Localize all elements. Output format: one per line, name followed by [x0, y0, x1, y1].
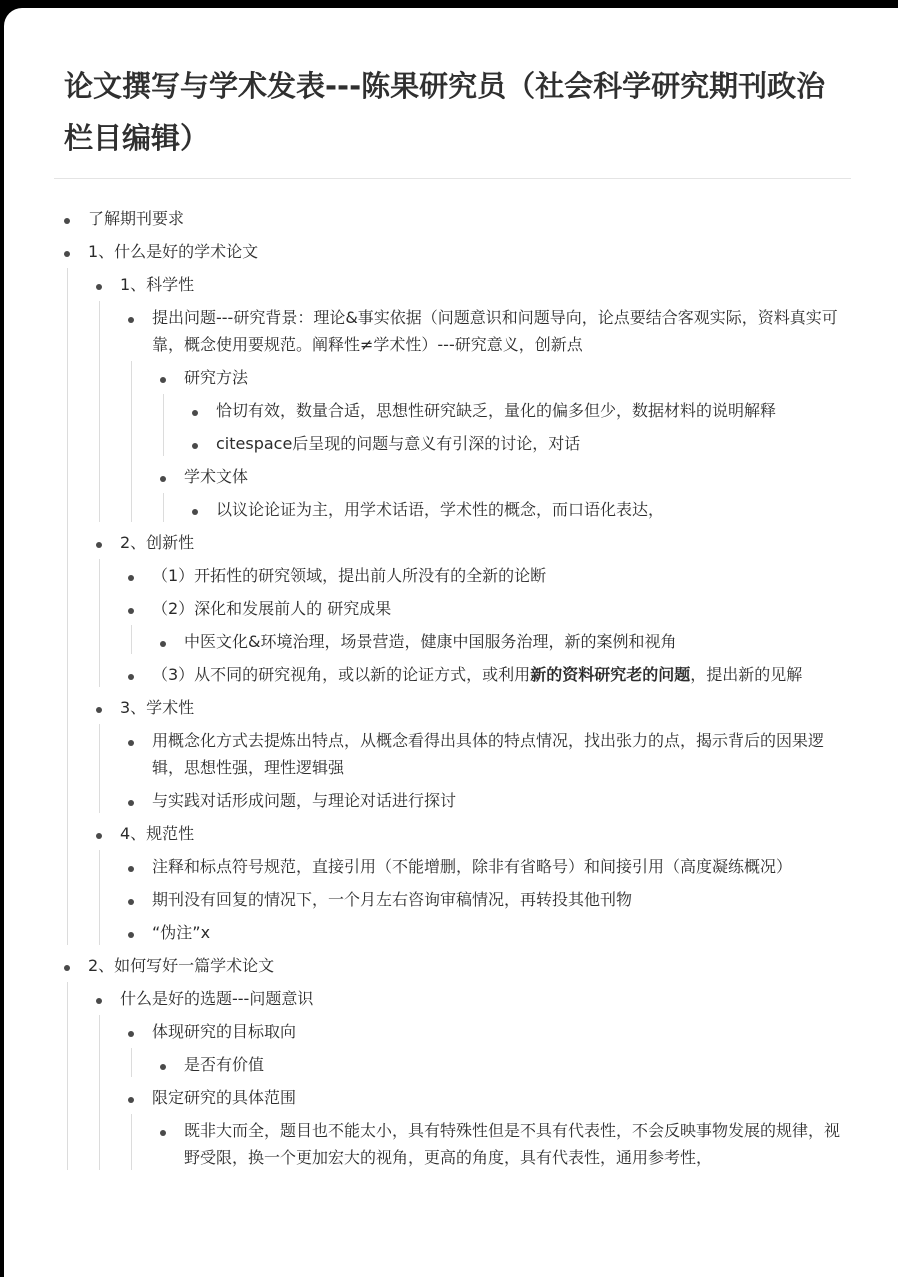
outline-children — [54, 1114, 854, 1174]
outline-children — [54, 625, 854, 658]
outline-item — [54, 361, 854, 460]
item-text: “伪注”x — [152, 923, 211, 942]
bullet-icon — [160, 377, 166, 383]
bullet-icon — [64, 965, 70, 971]
item-text: 注释和标点符号规范，直接引用（不能增删，除非有省略号）和间接引用（高度凝练概况） — [152, 857, 793, 876]
item-text: 学术文体 — [184, 467, 249, 486]
bullet-icon — [192, 509, 198, 515]
outline-item — [54, 427, 854, 460]
item-text: 限定研究的具体范围 — [152, 1088, 297, 1107]
item-text: 研究方法 — [184, 368, 249, 387]
outline-item — [54, 301, 854, 526]
outline-children — [54, 301, 854, 526]
item-text: 用概念化方式去提炼出特点，从概念看得出具体的特点情况，找出张力的点，揭示背后的因果逻辑，思想性强，理性逻辑强 — [152, 731, 825, 777]
outline-item — [54, 1015, 854, 1081]
item-text: 中医文化&环境治理，场景营造，健康中国服务治理，新的案例和视角 — [184, 632, 677, 651]
bullet-icon — [128, 317, 134, 323]
text-segment: ，提出新的见解 — [690, 665, 803, 684]
item-text: 什么是好的选题---问题意识 — [120, 989, 314, 1008]
bullet-icon — [160, 641, 166, 647]
item-text: 既非大而全，题目也不能太小，具有特殊性但是不具有代表性，不会反映事物发展的规律，视野受限，换一个更加宏大的视角，更高的角度，具有代表性，通用参考性， — [184, 1121, 841, 1167]
bullet-icon — [192, 410, 198, 416]
item-text: 2、创新性 — [120, 533, 195, 552]
item-text: 1、什么是好的学术论文 — [88, 242, 259, 261]
bullet-icon — [96, 542, 102, 548]
document-page — [4, 8, 898, 1277]
bullet-icon — [96, 707, 102, 713]
item-text: citespace后呈现的问题与意义有引深的讨论，对话 — [216, 434, 581, 453]
outline-item — [54, 235, 854, 949]
outline-children — [54, 982, 854, 1174]
outline — [54, 202, 854, 1174]
item-text: 体现研究的目标取向 — [152, 1022, 297, 1041]
outline-children — [54, 394, 854, 460]
bullet-icon — [128, 800, 134, 806]
outline-item — [54, 724, 854, 784]
item-text: 3、学术性 — [120, 698, 195, 717]
item-text: 了解期刊要求 — [88, 209, 185, 228]
item-text: 以议论论证为主，用学术话语，学术性的概念，而口语化表达， — [216, 500, 665, 519]
item-text: （1）开拓性的研究领域，提出前人所没有的全新的论断 — [152, 566, 547, 585]
item-text: 是否有价值 — [184, 1055, 265, 1074]
outline-children — [54, 493, 854, 526]
bullet-icon — [160, 1064, 166, 1070]
outline-children — [54, 1015, 854, 1174]
outline-item — [54, 493, 854, 526]
bullet-icon — [64, 218, 70, 224]
text-segment: （3）从不同的研究视角，或以新的论证方式，或利用 — [152, 665, 531, 684]
bullet-icon — [96, 833, 102, 839]
outline-children — [54, 559, 854, 691]
outline-children — [54, 724, 854, 817]
outline-item — [54, 1081, 854, 1174]
outline-item — [54, 1114, 854, 1174]
bullet-icon — [128, 608, 134, 614]
bullet-icon — [96, 998, 102, 1004]
outline-item — [54, 784, 854, 817]
outline-item — [54, 268, 854, 526]
outline-item — [54, 202, 854, 235]
outline-item — [54, 1048, 854, 1081]
outline-item — [54, 817, 854, 949]
item-text: 与实践对话形成问题，与理论对话进行探讨 — [152, 791, 457, 810]
outline-item — [54, 691, 854, 817]
item-text: 4、规范性 — [120, 824, 195, 843]
item-text — [152, 661, 854, 688]
outline-children — [54, 1048, 854, 1081]
outline-item — [54, 526, 854, 691]
outline-children — [54, 361, 854, 526]
bullet-icon — [192, 443, 198, 449]
bullet-icon — [128, 932, 134, 938]
bullet-icon — [96, 284, 102, 290]
outline-children — [54, 268, 854, 949]
outline-item — [54, 460, 854, 526]
bullet-icon — [64, 251, 70, 257]
item-text: 1、科学性 — [120, 275, 195, 294]
item-text: 恰切有效，数量合适，思想性研究缺乏，量化的偏多但少，数据材料的说明解释 — [216, 401, 777, 420]
bullet-icon — [160, 1130, 166, 1136]
item-text: 提出问题---研究背景：理论&事实依据（问题意识和问题导向，论点要结合客观实际，资料真实可靠，概念使用要规范。阐释性≠学术性）---研究意义，创新点 — [152, 308, 838, 354]
outline-children — [54, 850, 854, 949]
item-text: 2、如何写好一篇学术论文 — [88, 956, 275, 975]
bullet-icon — [128, 899, 134, 905]
outline-item — [54, 592, 854, 658]
bullet-icon — [160, 476, 166, 482]
outline-item — [54, 559, 854, 592]
outline-item — [54, 394, 854, 427]
item-text: （2）深化和发展前人的 研究成果 — [152, 599, 392, 618]
bullet-icon — [128, 674, 134, 680]
bullet-icon — [128, 575, 134, 581]
outline-item — [54, 982, 854, 1174]
page-title: 论文撰写与学术发表---陈果研究员（社会科学研究期刊政治栏目编辑） — [64, 69, 826, 155]
outline-item — [54, 625, 854, 658]
title-divider — [54, 178, 851, 179]
outline-item — [54, 916, 854, 949]
outline-item — [54, 658, 854, 691]
outline-item — [54, 883, 854, 916]
bullet-icon — [128, 740, 134, 746]
bold-text-segment: 新的资料研究老的问题 — [530, 665, 691, 684]
bullet-icon — [128, 1097, 134, 1103]
bullet-icon — [128, 1031, 134, 1037]
outline-item — [54, 949, 854, 1174]
outline-item — [54, 850, 854, 883]
bullet-icon — [128, 866, 134, 872]
item-text: 期刊没有回复的情况下，一个月左右咨询审稿情况，再转投其他刊物 — [152, 890, 633, 909]
